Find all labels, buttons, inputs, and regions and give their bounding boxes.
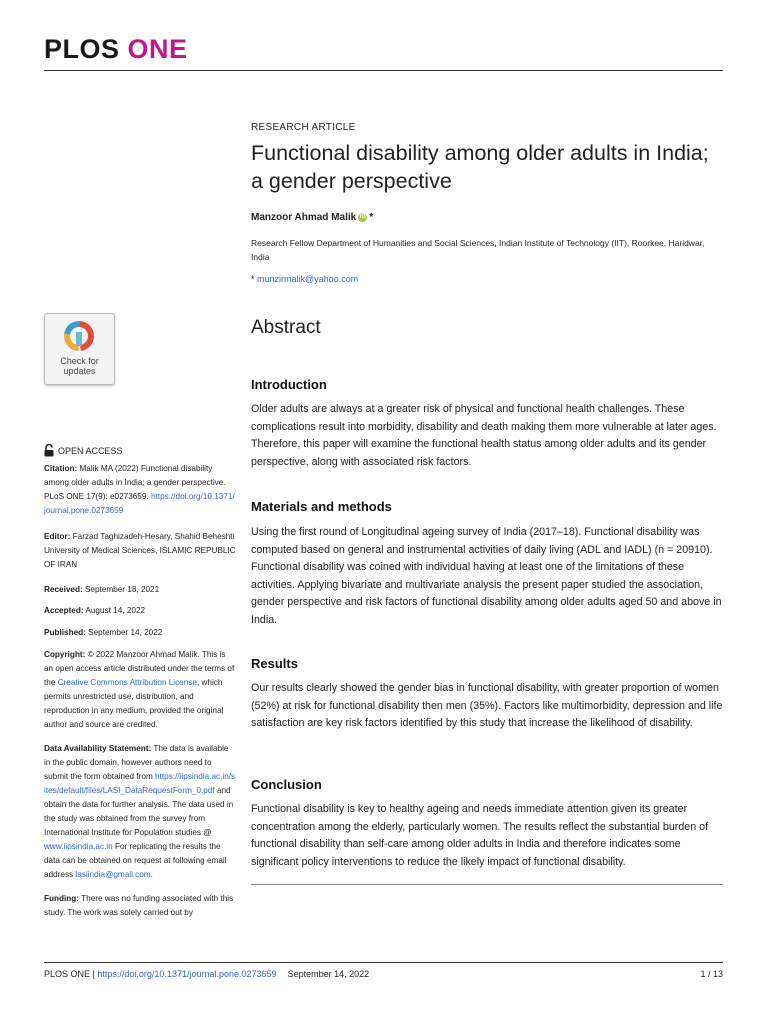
footer-separator: | [92,969,95,979]
logo-one: ONE [127,34,188,64]
cfu-line1: Check for [60,356,99,366]
accepted-date: August 14, 2022 [85,606,146,615]
journal-logo [44,36,188,63]
check-for-updates-icon [63,320,95,352]
methods-text: Using the first round of Longitudinal ageing survey of India (2017–18). Functional disability was computed based on general and instrumental activities of daily living (ADL and IADL) (n = 20910). Functional disability was coined with individual having at least one of the limitations of these activities. Applying bivariate and multivariate analysis the present paper studied the association, gender perspective and risk factors of functional disability among older adults aged 50 and above in India. [251,526,722,626]
conclusion-heading: Conclusion [251,777,322,792]
footer-rule [44,962,723,963]
published-block [44,626,236,640]
email-line [251,274,358,284]
results-heading: Results [251,656,298,671]
methods-heading: Materials and methods [251,499,392,514]
email-star: * [251,274,255,284]
copyright-block [44,648,236,732]
footer-doi-link[interactable]: https://doi.org/10.1371/journal.pone.0273659 [97,969,277,979]
introduction-text: Older adults are always at a greater risk of physical and functional health challenges. These complications result into morbidity, disability and death making them more vulnerable at later ages. Therefore, this paper will examine the functional health status among older adults and its gender perspective, along with associated risk factors. [251,403,717,468]
iips-website-link[interactable]: www.iipsindia.ac.in [44,842,113,851]
editor-text: Farzad Taghizadeh-Hesary, Shahid Beheshti University of Medical Sciences, ISLAMIC REPUBLIC OF IRAN [44,532,236,569]
published-label: Published: [44,628,86,637]
copyright-text: © 2022 Manzoor Ahmad Malik. This is an open access article distributed under the terms of the [44,650,235,687]
open-lock-icon [44,444,54,457]
cfu-line2: updates [63,366,96,376]
page-number: 1 / 13 [700,969,723,979]
funding-block [44,892,236,920]
abstract-rule [251,884,723,885]
author-name: Manzoor Ahmad Malik [251,212,357,223]
citation-label: Citation: [44,464,78,473]
accepted-label: Accepted: [44,606,84,615]
accepted-block [44,604,236,618]
orcid-icon[interactable]: iD [359,214,366,220]
footer-date: September 14, 2022 [287,969,370,979]
data-availability-text-3: For replicating the results the data can be obtained on request at following email address [44,842,227,879]
data-request-form-link[interactable]: https://iipsindia.ac.in/sites/default/files/LASI_DataRequestForm_0.pdf [44,772,236,795]
footer-journal: PLOS ONE [44,969,91,979]
citation-block [44,462,236,518]
abstract-heading: Abstract [251,317,321,338]
data-availability-text: The data is available in the public domain, however authors need to submit the form obtained from [44,744,229,781]
funding-text: There was no funding associated with this study. The work was solely carried out by [44,894,234,917]
citation-doi-link[interactable]: https://doi.org/10.1371/journal.pone.0273659 [44,492,235,515]
check-for-updates-label [45,356,114,376]
open-access [44,444,123,457]
header-rule [44,70,723,71]
received-label: Received: [44,585,83,594]
received-date: September 18, 2021 [84,585,160,594]
license-link[interactable]: Creative Commons Attribution License [57,678,197,687]
open-access-label: OPEN ACCESS [58,445,123,456]
editor-label: Editor: [44,532,71,541]
data-availability-period: . [150,870,153,879]
results-text: Our results clearly showed the gender bias in functional disability, with greater proportion of women (52%) at risk for functional disability then men (35%). Factors like multimorbidity, depression and life satisfaction are key risk factors identified by this study that increase the likelihood of disability. [251,682,723,729]
editor-block [44,530,236,572]
introduction-heading: Introduction [251,377,327,392]
check-for-updates-badge[interactable] [44,313,115,385]
copyright-text-2: , which permits unrestricted use, distribution, and reproduction in any medium, provided the original author and source are credited. [44,678,224,729]
funding-label: Funding: [44,894,80,903]
article-title: Functional disability among older adults in India; a gender perspective [251,141,709,193]
data-availability-text-2: and obtain the data for further analysis. The data used in the study was obtained from the survey from International Institute for Population studies @ [44,786,234,837]
conclusion-text: Functional disability is key to healthy ageing and needs immediate attention given its greater concentration among the elderly, particularly women. The results reflect the substantial burden of functional disability than self-care among older adults in India and therefore indicates some significant policy interventions to reduce the likely impact of functional disability. [251,803,709,868]
citation-text: Malik MA (2022) Functional disability among older adults in India; a gender perspective. PLoS ONE 17(9): e0273659. [44,464,226,501]
copyright-label: Copyright: [44,650,86,659]
data-availability-label: Data Availability Statement: [44,744,152,753]
email-link[interactable]: munzirmalik@yahoo.com [257,274,359,284]
author-mark: * [369,212,374,223]
footer [44,969,369,979]
lasi-email-link[interactable]: lasiindia@gmail.com [75,870,151,879]
data-availability-block [44,742,236,882]
article-type: RESEARCH ARTICLE [251,122,356,133]
author-line [251,212,373,223]
published-date: September 14, 2022 [88,628,163,637]
logo-plos: PLOS [44,34,120,64]
received-block [44,583,236,597]
affiliation: Research Fellow Department of Humanities and Social Sciences, Indian Institute of Technology (IIT), Roorkee, Haridwar, India [251,238,705,262]
